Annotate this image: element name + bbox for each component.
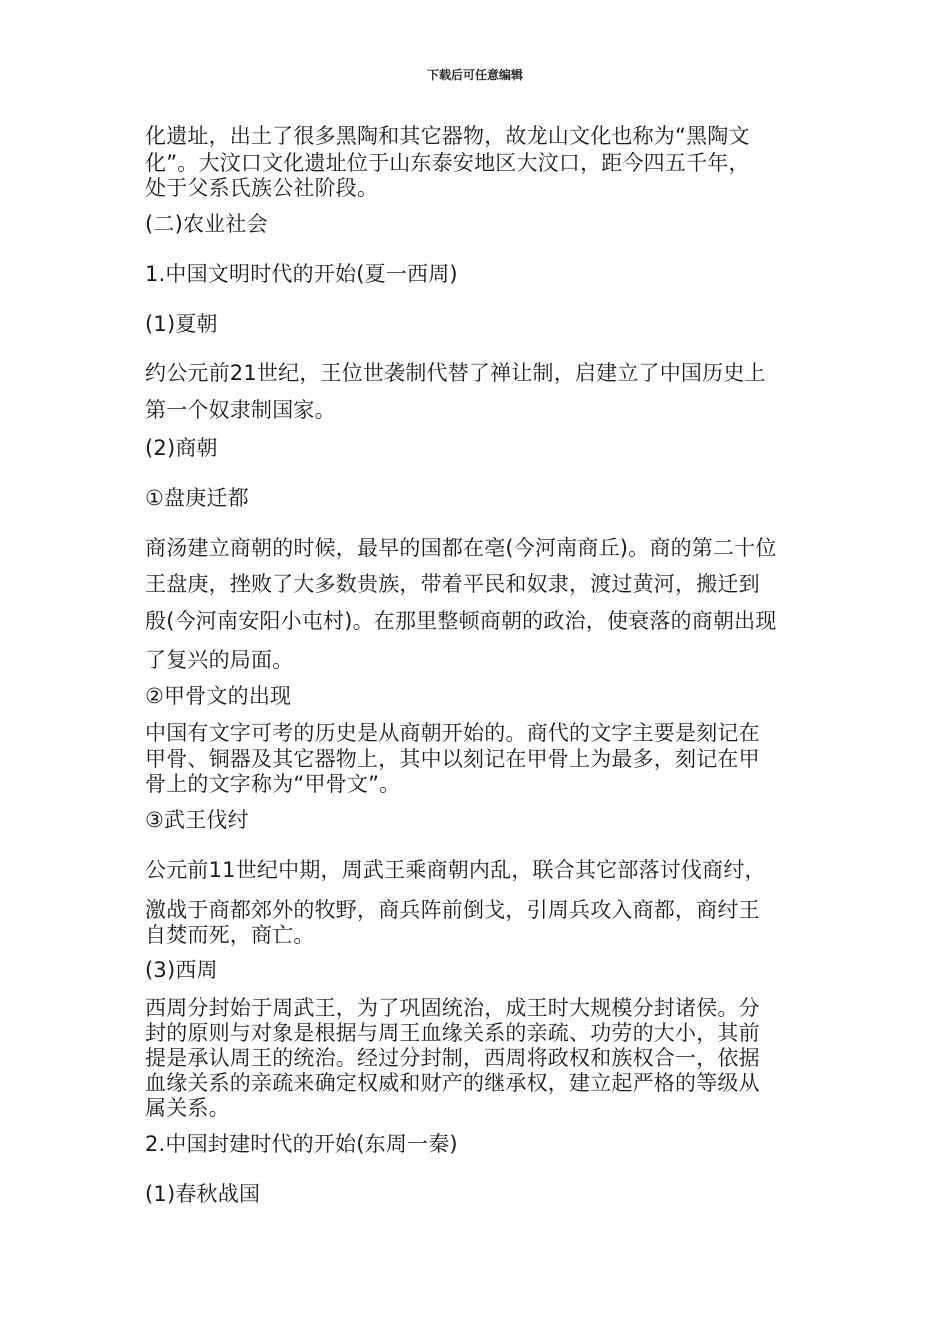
text-line: 约公元前21世纪，王位世袭制代替了禅让制，启建立了中国历史上 [145, 361, 766, 385]
text-line: 西周分封始于周武王，为了巩固统治，成王时大规模分封诸侯。分 [145, 996, 760, 1020]
text-line: 骨上的文字称为“甲骨文”。 [145, 772, 401, 796]
subsection-heading: (2)商朝 [145, 436, 218, 460]
text-line: 封的原则与对象是根据与周王血缘关系的亲疏、功劳的大小，其前 [145, 1021, 760, 1045]
text-line: 公元前11世纪中期，周武王乘商朝内乱，联合其它部落讨伐商纣， [145, 858, 766, 882]
text-line: 处于父系氏族公社阶段。 [145, 176, 379, 200]
subsection-heading: (1)夏朝 [145, 312, 218, 336]
subsection-heading: ②甲骨文的出现 [145, 684, 292, 708]
text-line: 激战于商都郊外的牧野，商兵阵前倒戈，引周兵攻入商都，商纣王 [145, 898, 760, 922]
page-header: 下载后可任意编辑 [426, 68, 523, 82]
text-line: 化”。大汶口文化遗址位于山东泰安地区大汶口，距今四五千年， [145, 151, 750, 175]
subsection-heading: (1)春秋战国 [145, 1182, 261, 1206]
text-line: 提是承认周王的统治。经过分封制，西周将政权和族权合一，依据 [145, 1046, 760, 1070]
text-line: 甲骨、铜器及其它器物上，其中以刻记在甲骨上为最多，刻记在甲 [145, 747, 760, 771]
text-line: 血缘关系的亲疏来确定权威和财产的继承权，建立起严格的等级从 [145, 1071, 760, 1095]
subsection-heading: ③武王伐纣 [145, 808, 249, 832]
section-heading: (二)农业社会 [145, 212, 268, 236]
text-line: 商汤建立商朝的时候，最早的国都在亳(今河南商丘)。商的第二十位 [145, 536, 777, 560]
text-line: 中国有文字可考的历史是从商朝开始的。商代的文字主要是刻记在 [145, 721, 760, 745]
text-line: 殷(今河南安阳小屯村)。在那里整顿商朝的政治，使衰落的商朝出现 [145, 609, 777, 633]
text-line: 了复兴的局面。 [145, 648, 294, 672]
section-heading: 1.中国文明时代的开始(夏一西周) [145, 262, 458, 286]
text-line: 自焚而死，商亡。 [145, 923, 315, 947]
text-line: 化遗址，出土了很多黑陶和其它器物，故龙山文化也称为“黑陶文 [145, 124, 750, 148]
text-line: 属关系。 [145, 1096, 230, 1120]
text-line: 王盘庚，挫败了大多数贵族，带着平民和奴隶，渡过黄河，搬迁到 [145, 572, 760, 596]
subsection-heading: ①盘庚迁都 [145, 486, 249, 510]
text-line: 第一个奴隶制国家。 [145, 398, 336, 422]
subsection-heading: (3)西周 [145, 958, 218, 982]
section-heading: 2.中国封建时代的开始(东周一秦) [145, 1132, 458, 1156]
